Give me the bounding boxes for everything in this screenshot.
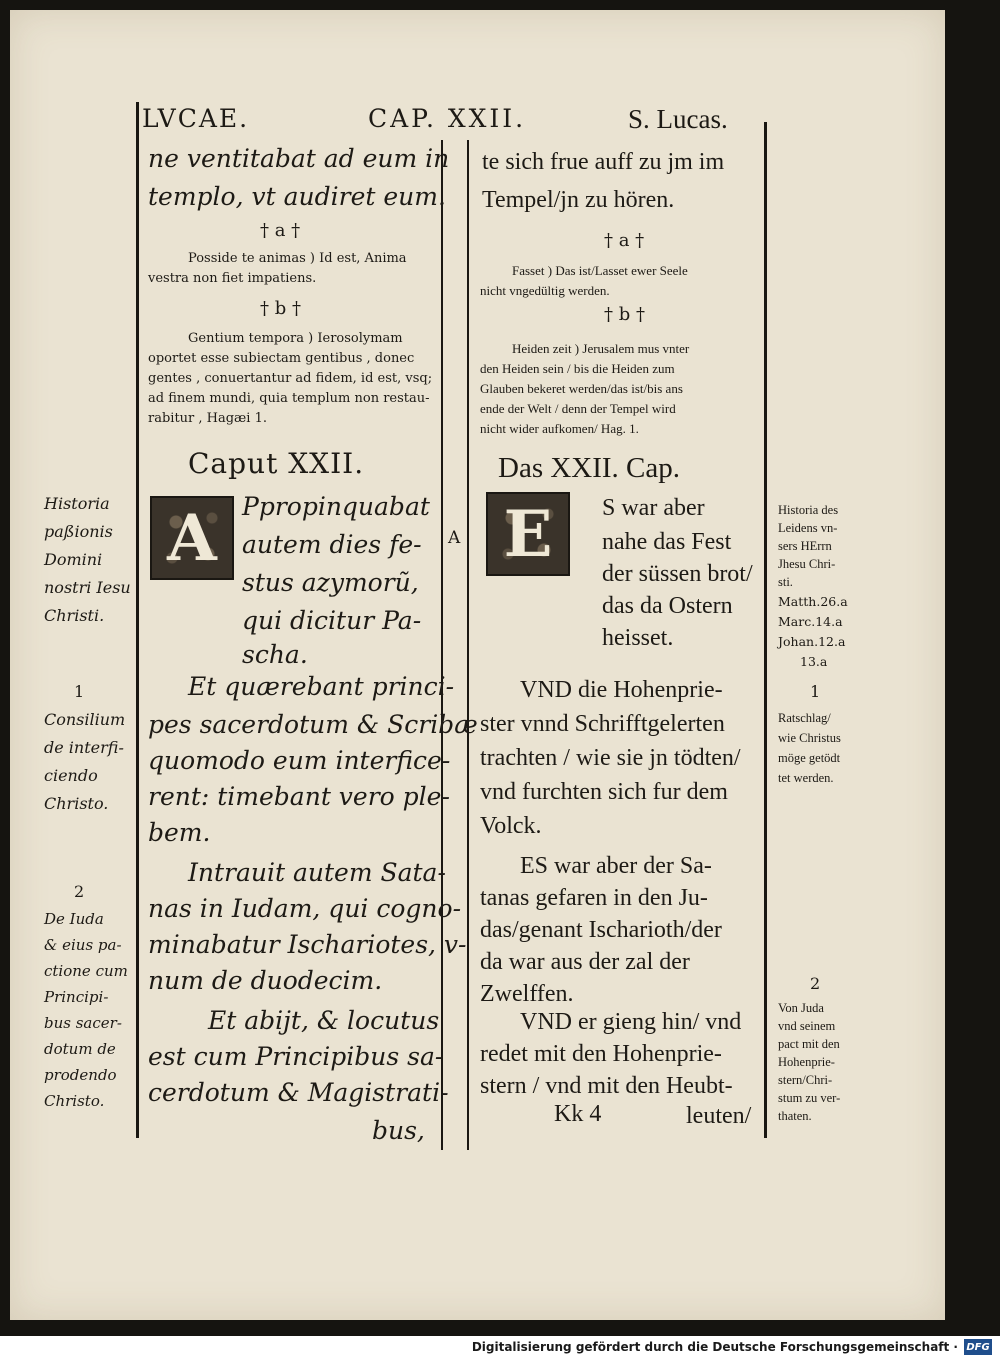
rule-left-center <box>441 140 443 1150</box>
right-margin-note-line: thaten. <box>778 1109 812 1123</box>
german-verse1-line: der süssen brot/ <box>602 561 753 587</box>
rule-left-outer <box>136 102 139 1138</box>
latin-verse4-line: bus, <box>372 1116 425 1145</box>
latin-note-b-line: gentes , conuertantur ad fidem, id est, vsq; <box>148 371 433 386</box>
latin-verse1-line: scha. <box>242 640 308 669</box>
left-margin-note-line: Historia <box>44 494 110 513</box>
right-margin-note-line: vnd seinem <box>778 1019 836 1033</box>
right-margin-note-line: Hohenprie- <box>778 1055 835 1069</box>
latin-note-b-marker: † b † <box>260 298 301 319</box>
running-head-right: S. Lucas. <box>628 104 728 134</box>
latin-note-a-line: Posside te animas ) Id est, Anima <box>188 251 407 266</box>
left-margin-note-line: Principi- <box>44 988 109 1006</box>
german-verse2-line: VND die Hohenprie- <box>520 677 723 703</box>
german-verse3-line: ES war aber der Sa- <box>520 853 712 879</box>
latin-verse3-line: minabatur Ischariotes, v- <box>148 930 467 959</box>
latin-continuation-1: ne ventitabat ad eum in <box>148 144 450 173</box>
left-margin-note-line: paßionis <box>44 522 113 541</box>
latin-note-b-line: Gentium tempora ) Ierosolymam <box>188 331 403 346</box>
left-margin-note-line: Christo. <box>44 1092 105 1110</box>
right-margin-note-line: stern/Chri- <box>778 1073 833 1087</box>
catchword: leuten/ <box>686 1103 752 1129</box>
latin-verse1-line: stus azymorũ, <box>242 568 419 597</box>
right-margin-note-line: sti. <box>778 575 793 589</box>
right-margin-number: 1 <box>810 682 821 701</box>
left-margin-note-line: Domini <box>44 550 103 569</box>
right-margin-number: 2 <box>810 974 821 993</box>
german-note-a-line: nicht vngedültig werden. <box>480 283 610 298</box>
latin-verse2-line: Et quærebant princi- <box>188 672 455 701</box>
right-margin-reference: 13.a <box>800 654 828 669</box>
latin-note-b-line: oportet esse subiectam gentibus , donec <box>148 351 415 366</box>
right-margin-note-line: Historia des <box>778 503 839 517</box>
german-continuation-2: Tempel/jn zu hören. <box>482 187 675 213</box>
signature-mark: Kk 4 <box>554 1101 602 1127</box>
german-note-b-line: Heiden zeit ) Jerusalem mus vnter <box>512 341 690 356</box>
right-margin-note-line: Ratschlag/ <box>778 711 831 725</box>
german-note-a-line: Fasset ) Das ist/Lasset ewer Seele <box>512 263 688 278</box>
latin-verse3-line: num de duodecim. <box>148 966 383 995</box>
german-note-b-line: Glauben bekeret werden/das ist/bis ans <box>480 381 683 396</box>
latin-verse2-line: quomodo eum interfice- <box>148 746 451 775</box>
footer-credit-text: Digitalisierung gefördert durch die Deutsche Forschungsgemeinschaft · <box>471 1340 958 1354</box>
footer-bar <box>0 1336 1000 1360</box>
german-verse2-line: Volck. <box>480 813 542 839</box>
german-verse2-line: vnd furchten sich fur dem <box>480 779 728 805</box>
right-margin-note-line: sers HErrn <box>778 539 832 553</box>
german-note-a-marker: † a † <box>604 230 645 251</box>
german-verse3-line: da war aus der zal der <box>480 949 690 975</box>
german-verse4-line: redet mit den Hohenprie- <box>480 1041 722 1067</box>
running-head-center: CAP. XXII. <box>368 104 527 133</box>
latin-note-a-line: vestra non fiet impatiens. <box>148 271 317 286</box>
latin-verse4-line: Et abijt, & locutus <box>208 1006 440 1035</box>
left-margin-note-line: Christi. <box>44 606 105 625</box>
dfg-logo: DFG <box>964 1339 992 1355</box>
latin-verse1-line: autem dies fe- <box>242 530 422 559</box>
german-verse4-line: stern / vnd mit den Heubt- <box>480 1073 733 1099</box>
german-verse1-line: S war aber <box>602 495 705 521</box>
left-margin-number: 1 <box>74 682 85 701</box>
right-margin-note-line: pact mit den <box>778 1037 840 1051</box>
left-margin-note-line: Christo. <box>44 794 109 813</box>
right-margin-reference: Johan.12.a <box>778 634 846 649</box>
left-margin-note-line: prodendo <box>44 1066 117 1084</box>
left-margin-number: 2 <box>74 882 85 901</box>
left-margin-note-line: bus sacer- <box>44 1014 122 1032</box>
right-margin-note-line: tet werden. <box>778 771 834 785</box>
german-initial-capital: E <box>486 492 570 576</box>
latin-verse2-line: bem. <box>148 818 211 847</box>
left-margin-note-line: dotum de <box>44 1040 116 1058</box>
latin-verse3-line: nas in Iudam, qui cogno- <box>148 894 462 923</box>
left-margin-note-line: De Iuda <box>44 910 104 928</box>
left-margin-note-line: & eius pa- <box>44 936 122 954</box>
latin-note-a-marker: † a † <box>260 220 301 241</box>
german-verse3-line: Zwelffen. <box>480 981 574 1007</box>
german-continuation-1: te sich frue auff zu jm im <box>482 149 725 175</box>
latin-continuation-2: templo, vt audiret eum. <box>148 182 446 211</box>
german-verse1-line: nahe das Fest <box>602 529 732 555</box>
right-margin-note-line: Leidens vn- <box>778 521 838 535</box>
right-margin-note-line: wie Christus <box>778 731 841 745</box>
german-verse2-line: trachten / wie sie jn tödten/ <box>480 745 741 771</box>
latin-verse3-line: Intrauit autem Sata- <box>188 858 446 887</box>
latin-verse1-line: qui dicitur Pa- <box>242 606 422 635</box>
latin-note-b-line: ad finem mundi, quia templum non restau- <box>148 391 430 406</box>
german-verse2-line: ster vnnd Schrifftgelerten <box>480 711 725 737</box>
latin-verse2-line: pes sacerdotum & Scribæ <box>148 710 478 739</box>
right-margin-note-line: möge getödt <box>778 751 841 765</box>
latin-initial-capital: A <box>150 496 234 580</box>
rule-right-outer <box>764 122 767 1138</box>
latin-verse4-line: est cum Principibus sa- <box>148 1042 444 1071</box>
latin-chapter-heading: Caput XXII. <box>188 447 365 480</box>
book-page <box>10 10 945 1320</box>
left-margin-note-line: nostri Iesu <box>44 578 131 597</box>
rule-right-center <box>467 140 469 1150</box>
right-margin-note-line: Von Juda <box>778 1001 824 1015</box>
latin-verse1-line: Ppropinquabat <box>242 492 430 521</box>
german-verse4-line: VND er gieng hin/ vnd <box>520 1009 742 1035</box>
left-margin-note-line: ciendo <box>44 766 98 785</box>
left-margin-note-line: Consilium <box>44 710 126 729</box>
left-margin-note-line: de interfi- <box>44 738 124 757</box>
german-note-b-line: ende der Welt / denn der Tempel wird <box>480 401 676 416</box>
right-margin-note-line: Jhesu Chri- <box>778 557 836 571</box>
running-head-left: LVCAE. <box>142 104 250 133</box>
german-verse1-line: heisset. <box>602 625 674 651</box>
latin-note-b-line: rabitur , Hagæi 1. <box>148 411 267 426</box>
german-verse3-line: tanas gefaren in den Ju- <box>480 885 708 911</box>
left-margin-note-line: ctione cum <box>44 962 128 980</box>
right-margin-note-line: stum zu ver- <box>778 1091 841 1105</box>
german-verse1-line: das da Ostern <box>602 593 733 619</box>
right-margin-reference: Marc.14.a <box>778 614 843 629</box>
german-note-b-line: den Heiden sein / bis die Heiden zum <box>480 361 675 376</box>
latin-verse4-line: cerdotum & Magistrati- <box>148 1078 449 1107</box>
german-verse3-line: das/genant Ischarioth/der <box>480 917 722 943</box>
latin-verse2-line: rent: timebant vero ple- <box>148 782 450 811</box>
center-marker: A <box>448 528 461 548</box>
german-chapter-heading: Das XXII. Cap. <box>498 452 681 484</box>
german-note-b-marker: † b † <box>604 304 645 325</box>
german-note-b-line: nicht wider aufkomen/ Hag. 1. <box>480 421 639 436</box>
right-margin-reference: Matth.26.a <box>778 594 848 609</box>
